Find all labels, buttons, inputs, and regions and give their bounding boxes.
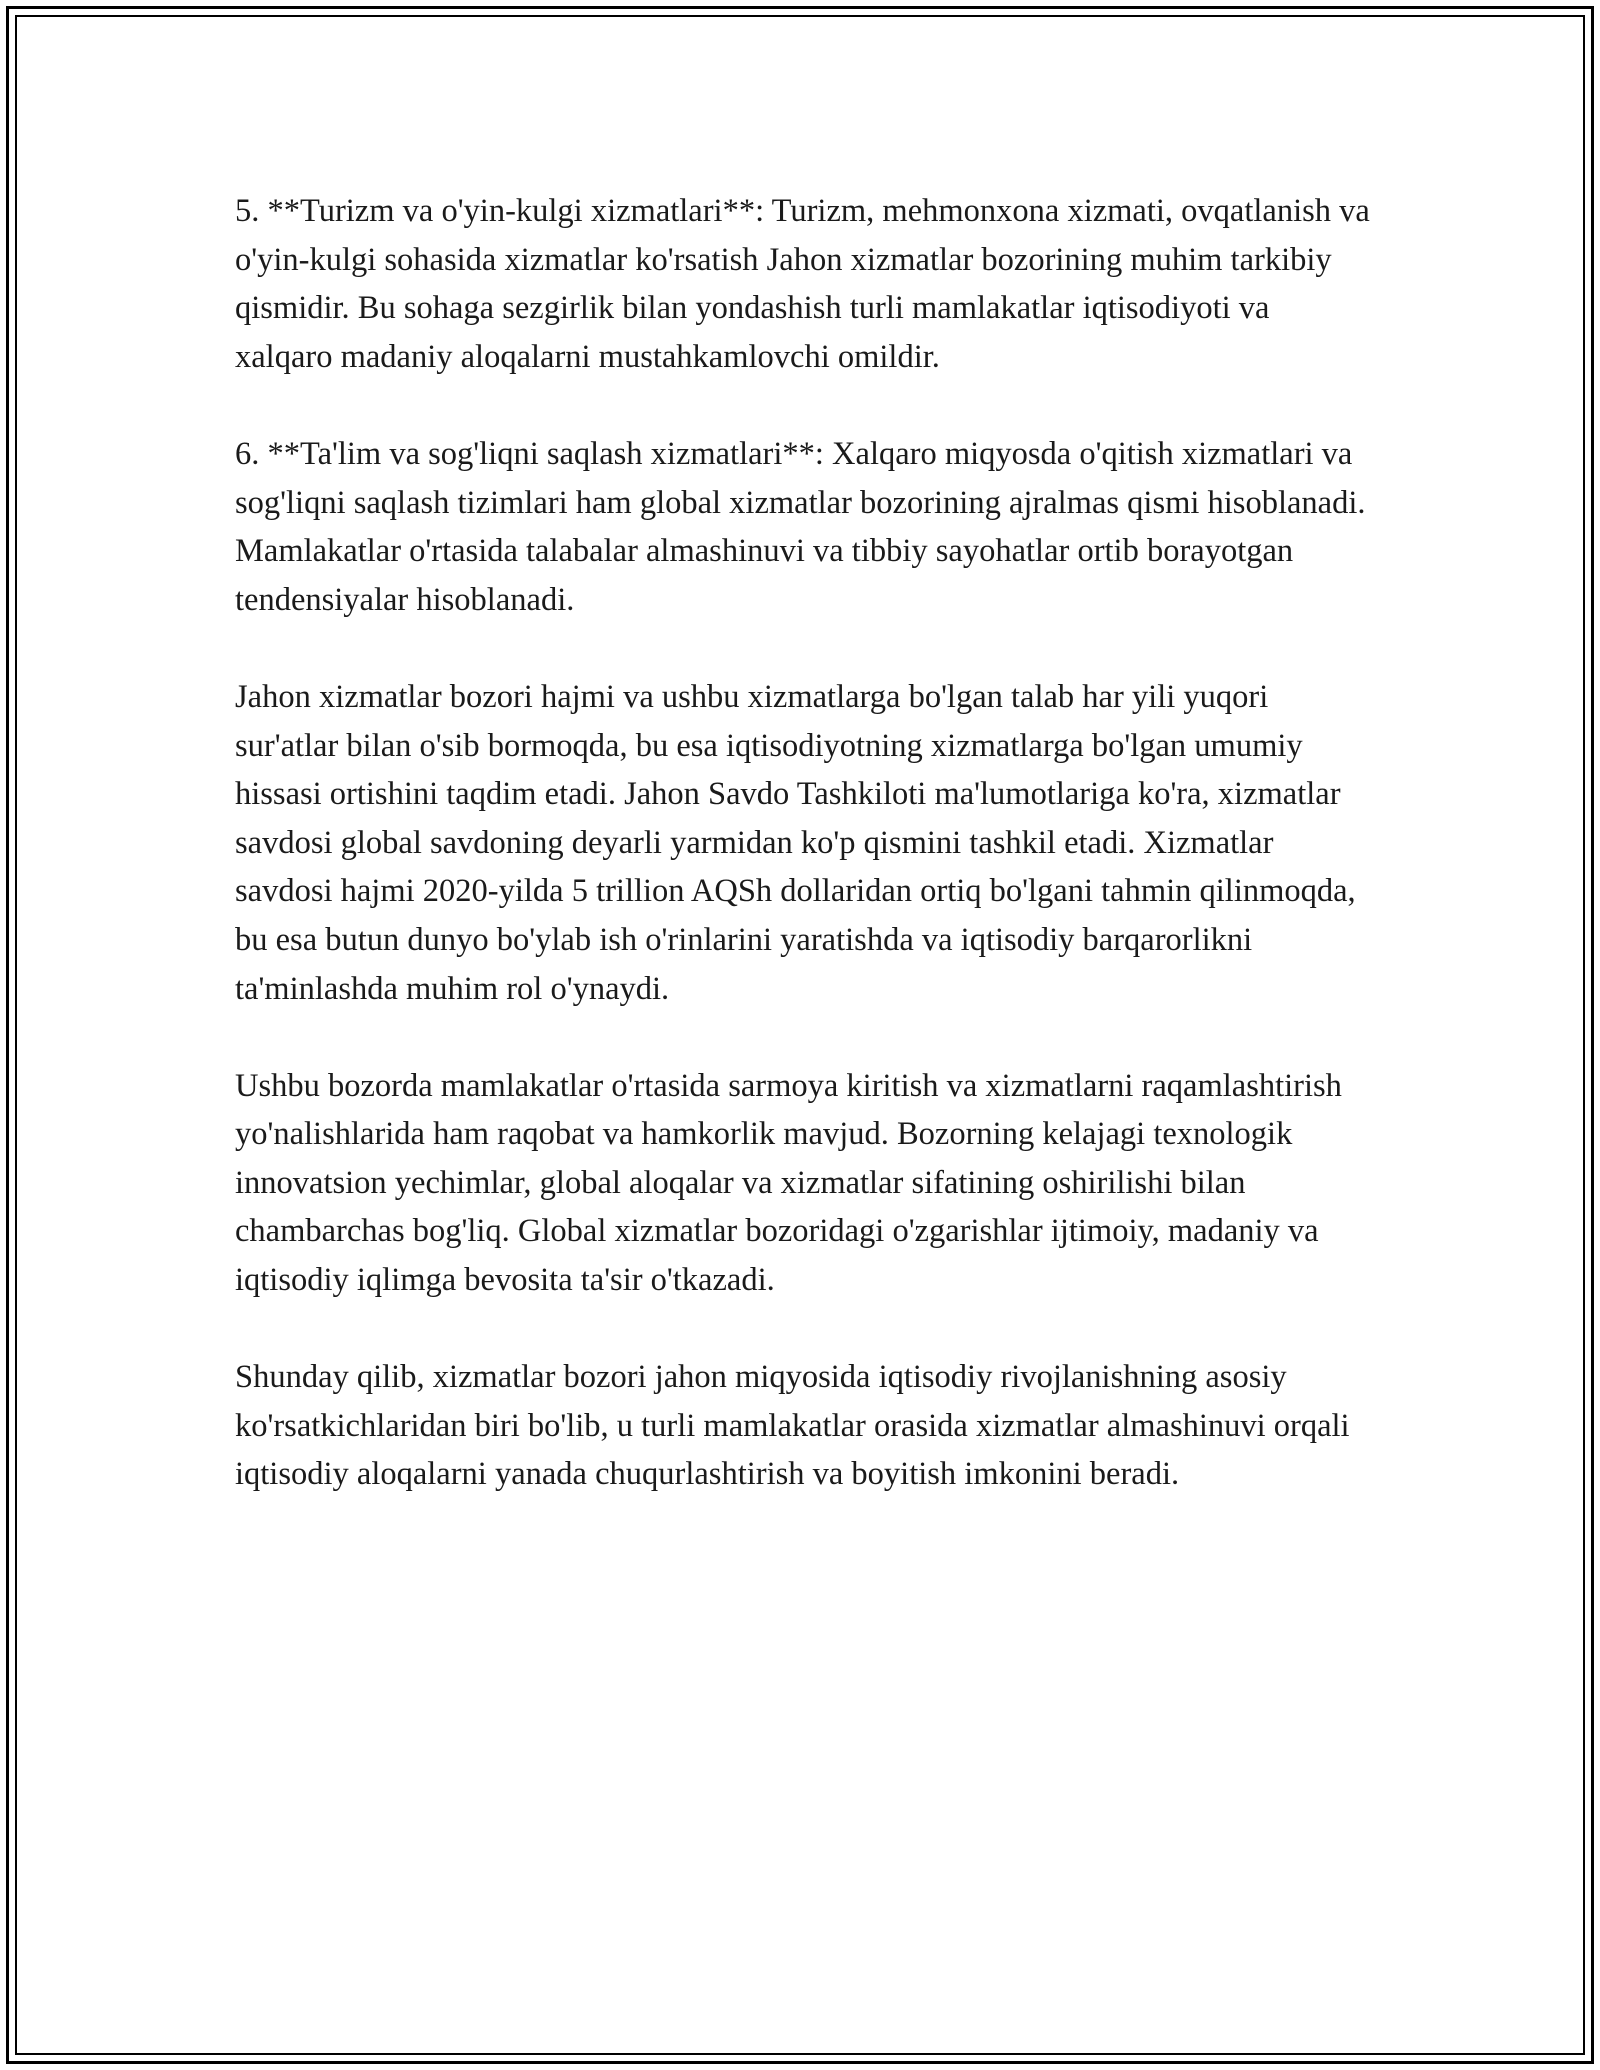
- paragraph-education-health-services: 6. **Ta'lim va sog'liqni saqlash xizmatlari**: Xalqaro miqyosda o'qitish xizmatlari va sog'liqni saqlash tizimlari ham global xizmatlar bozorining ajralmas qismi hisoblanadi. Mamlakatlar o'rtasida talabalar almashinuvi va tibbiy sayohatlar ortib borayotgan tendensiyalar hisoblanadi.: [235, 435, 1366, 618]
- paragraph-investment-digitalization: Ushbu bozorda mamlakatlar o'rtasida sarmoya kiritish va xizmatlarni raqamlashtirish yo'nalishlarida ham raqobat va hamkorlik mavjud. Bozorning kelajagi texnologik innovatsion yechimlar, global aloqalar va xizmatlar sifatining oshirilishi bilan chambarchas bog'liq. Global xizmatlar bozoridagi o'zgarishlar ijtimoiy, madaniy va iqtisodiy iqlimga bevosita ta'sir o'tkazadi.: [235, 1067, 1342, 1299]
- paragraph-conclusion: Shunday qilib, xizmatlar bozori jahon miqyosida iqtisodiy rivojlanishning asosiy ko'rsatkichlaridan biri bo'lib, u turli mamlakatlar orasida xizmatlar almashinuvi orqali iqtisodiy aloqalarni yanada chuqurlashtirish va boyitish imkonini beradi.: [235, 1359, 1350, 1493]
- paragraph-tourism-services: 5. **Turizm va o'yin-kulgi xizmatlari**: Turizm, mehmonxona xizmati, ovqatlanish va o'yin-kulgi sohasida xizmatlar ko'rsatish Jahon xizmatlar bozorining muhim tarkibiy qismidir. Bu sohaga sezgirlik bilan yondashish turli mamlakatlar iqtisodiyoti va xalqaro madaniy aloqalarni mustahkamlovchi omildir.: [235, 193, 1370, 375]
- paragraph-market-volume: Jahon xizmatlar bozori hajmi va ushbu xizmatlarga bo'lgan talab har yili yuqori sur'atlar bilan o'sib bormoqda, bu esa iqtisodiyotning xizmatlarga bo'lgan umumiy hissasi ortishini taqdim etadi. Jahon Savdo Tashkiloti ma'lumotlariga ko'ra, xizmatlar savdosi global savdoning deyarli yarmidan ko'p qismini tashkil etadi. Xizmatlar savdosi hajmi 2020-yilda 5 trillion AQSh dollaridan ortiq bo'lgani tahmin qilinmoqda, bu esa butun dunyo bo'ylab ish o'rinlarini yaratishda va iqtisodiy barqarorlikni ta'minlashda muhim rol o'ynaydi.: [235, 678, 1356, 1007]
- document-body: [235, 187, 1370, 1548]
